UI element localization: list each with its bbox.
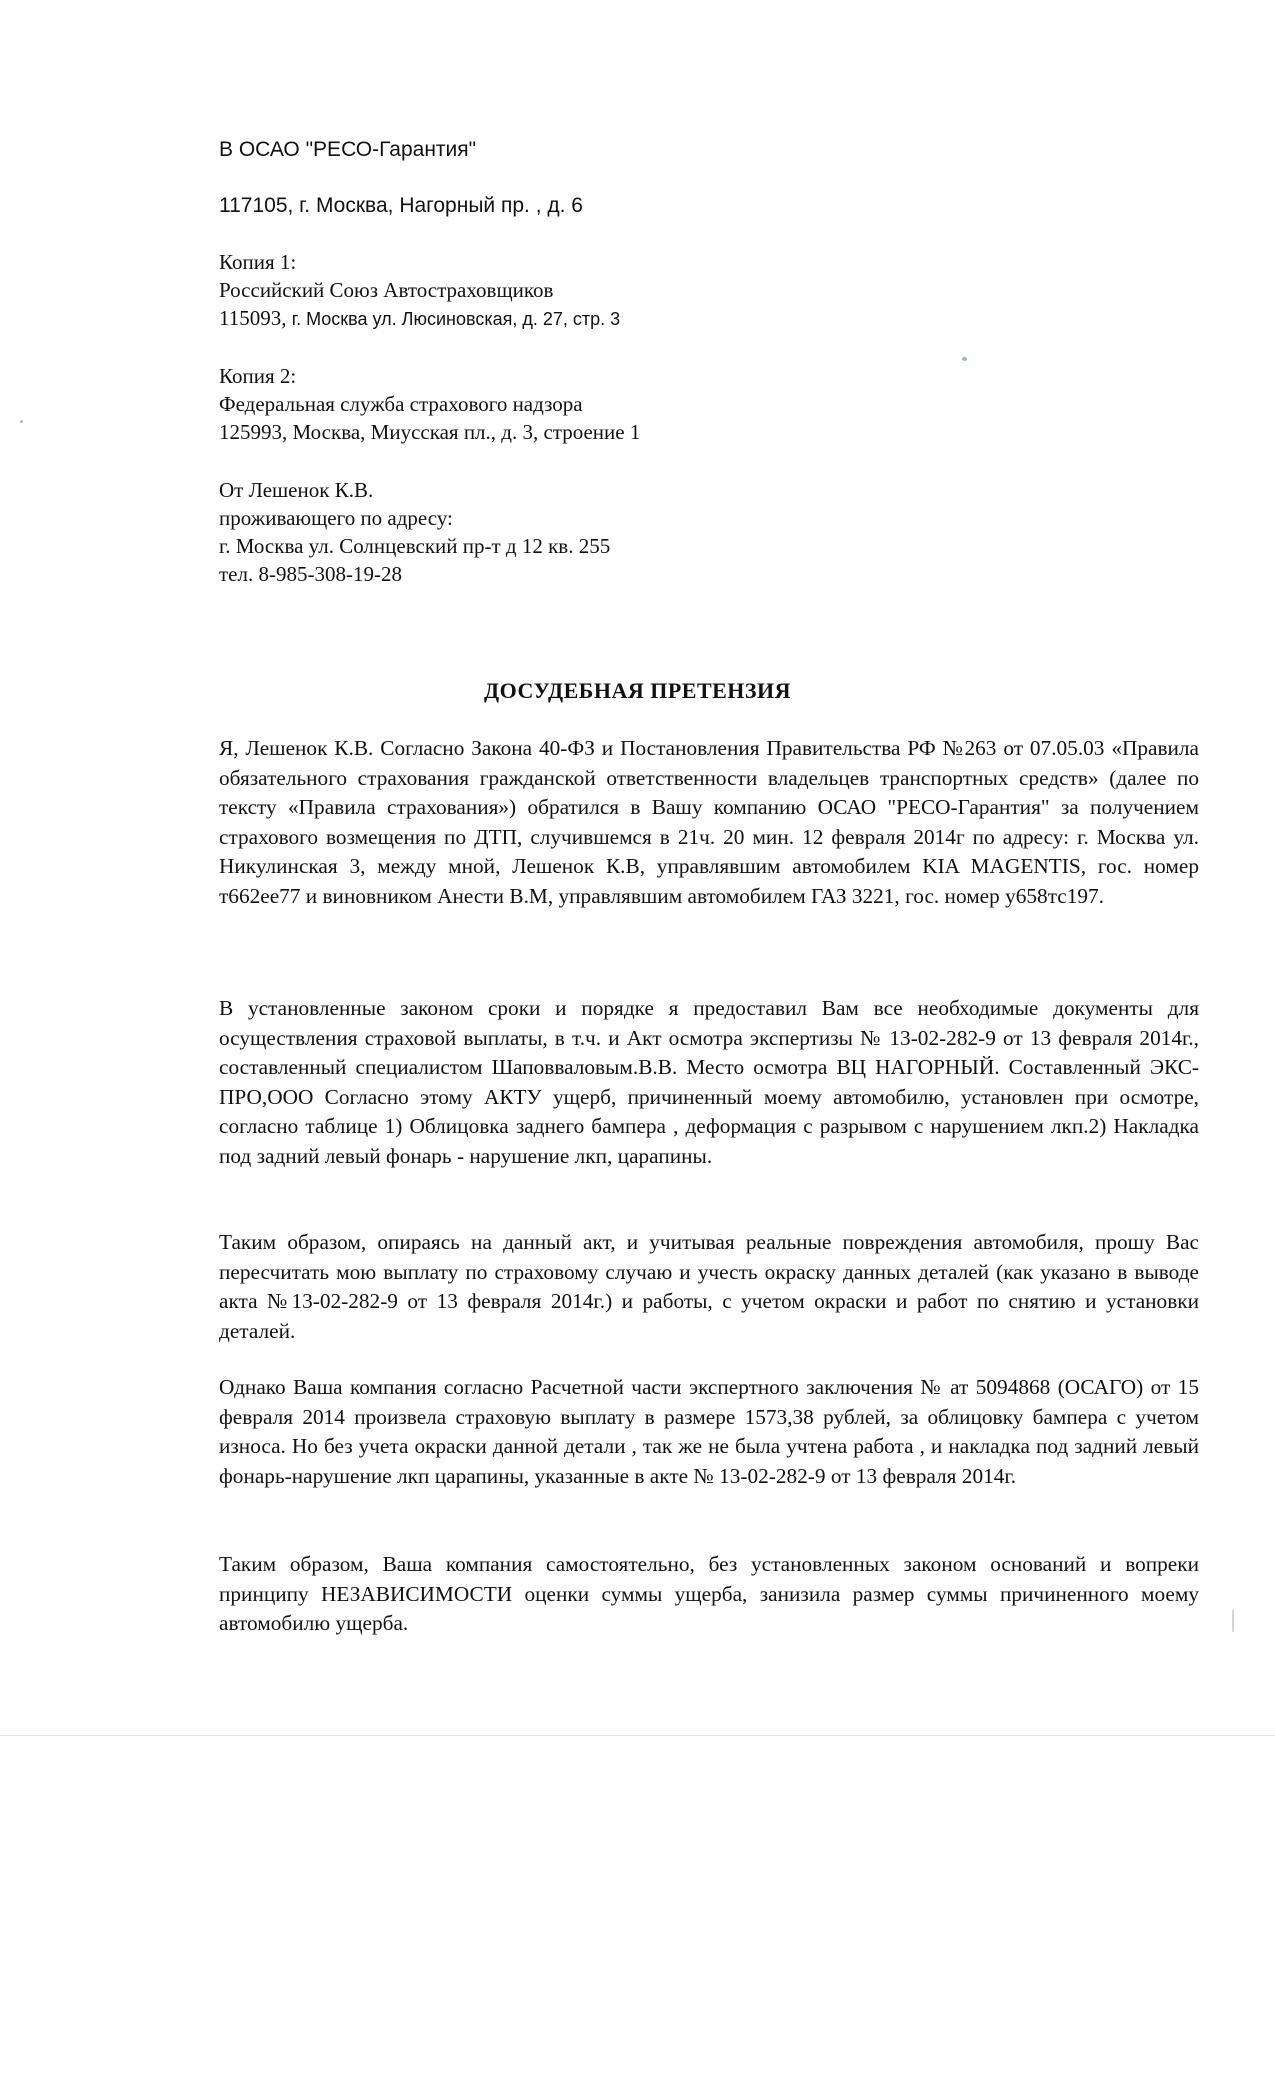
paragraph-4: Однако Ваша компания согласно Расчетной части экспертного заключения № ат 5094868 (ОСАГО) от 15 февраля 2014 произвела страховую выплату в размере 1573,38 рублей, за облицовку бампера с учетом износа. Но без учета окраски данной детали , так же не была учтена работа , и накладка под задний левый фонарь-нарушение лкп царапины, указанные в акте № 13-02-282-9 от 13 февраля 2014г. bbox=[219, 1375, 1199, 1488]
recipient-address: 117105, г. Москва, Нагорный пр. , д. 6 bbox=[219, 194, 583, 217]
copy1-address-line bbox=[219, 304, 620, 333]
recipient-line: В ОСАО "РЕСО-Гарантия" bbox=[219, 138, 477, 161]
copy1-postal-index: 115093, bbox=[219, 306, 287, 330]
sender-phone: тел. 8-985-308-19-28 bbox=[219, 562, 402, 586]
copy2-organization: Федеральная служба страхового надзора bbox=[219, 392, 583, 416]
scan-mark bbox=[1232, 1610, 1234, 1632]
sender-name: От Лешенок К.В. bbox=[219, 478, 374, 502]
scan-speck bbox=[962, 357, 967, 361]
document-title: ДОСУДЕБНАЯ ПРЕТЕНЗИЯ bbox=[483, 678, 792, 703]
sender-address: г. Москва ул. Солнцевский пр-т д 12 кв. 255 bbox=[219, 534, 611, 558]
sender-residing-label: проживающего по адресу: bbox=[219, 506, 453, 530]
paragraph-5: Таким образом, Ваша компания самостоятельно, без установленных законом оснований и вопреки принципу НЕЗАВИСИМОСТИ оценки суммы ущерба, занизила размер суммы причиненного моему автомобилю ущерба. bbox=[219, 1552, 1199, 1635]
paragraph-2: В установленные законом сроки и порядке я предоставил Вам все необходимые документы для осуществления страховой выплаты, в т.ч. и Акт осмотра экспертизы № 13-02-282-9 от 13 февраля 2014г., составленный специалистом Шаповваловым.В.В. Место осмотра ВЦ НАГОРНЫЙ. Составленный ЭКС-ПРО,ООО Согласно этому АКТУ ущерб, причиненный моему автомобилю, установлен при осмотре, согласно таблице 1) Облицовка заднего бампера , деформация с разрывом с нарушением лкп.2) Накладка под задний левый фонарь - нарушение лкп, царапины. bbox=[219, 996, 1199, 1168]
paragraph-1: Я, Лешенок К.В. Согласно Закона 40-ФЗ и Постановления Правительства РФ №263 от 07.05.03 «Правила обязательного страхования гражданской ответственности владельцев транспортных средств» (далее по тексту «Правила страхования») обратился в Вашу компанию ОСАО "РЕСО-Гарантия" за получением страхового возмещения по ДТП, случившемся в 21ч. 20 мин. 12 февраля 2014г по адресу: г. Москва ул. Никулинская 3, между мной, Лешенок К.В, управлявшим автомобилем KIA MAGENTIS, гос. номер т662ее77 и виновником Анести В.М, управлявшим автомобилем ГАЗ 3221, гос. номер у658тс197. bbox=[219, 736, 1199, 908]
paragraph-3: Таким образом, опираясь на данный акт, и учитывая реальные повреждения автомобиля, прошу Вас пересчитать мою выплату по страховому случаю и учесть окраску данных деталей (как указано в выводе акта №13-02-282-9 от 13 февраля 2014г.) и работы, с учетом окраски и работ по снятию и установки деталей. bbox=[219, 1230, 1199, 1343]
copy1-label: Копия 1: bbox=[219, 250, 297, 274]
copy2-label: Копия 2: bbox=[219, 364, 297, 388]
scan-edge-line bbox=[0, 1735, 1275, 1736]
copy2-address: 125993, Москва, Миусская пл., д. 3, строение 1 bbox=[219, 420, 641, 444]
scan-speck bbox=[20, 420, 23, 423]
copy1-organization: Российский Союз Автостраховщиков bbox=[219, 278, 554, 302]
copy1-address: г. Москва ул. Люсиновская, д. 27, стр. 3 bbox=[291, 309, 621, 329]
